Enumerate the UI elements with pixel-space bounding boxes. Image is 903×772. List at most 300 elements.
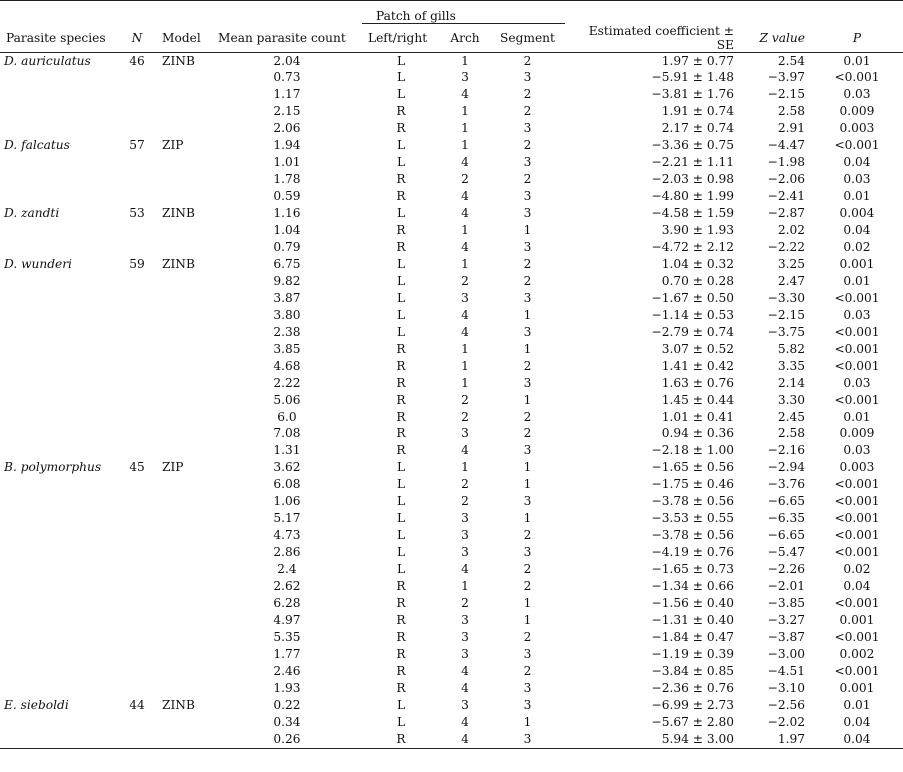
p-value-cell: 0.03 [843,307,871,322]
model-cell [156,273,212,290]
side-cell: L [396,494,406,509]
table-row [0,358,903,375]
z-value-cell: −3.76 [767,477,805,492]
n-cell [118,612,156,629]
p-value-cell: 0.01 [843,409,871,424]
table-row [0,510,903,527]
estimate-cell: −3.36 ± 0.75 [651,138,734,153]
mean-count-cell: 3.80 [273,307,301,322]
estimate-cell: −5.91 ± 1.48 [651,70,734,85]
species-cell: D. falcatus [4,138,70,153]
n-cell [118,341,156,358]
col-header-z: Z value [740,24,811,53]
model-cell [156,120,212,137]
mean-count-cell: 2.46 [273,663,301,678]
mean-count-cell: 1.06 [273,494,301,509]
species-cell [0,493,118,510]
n-cell [118,307,156,324]
side-cell: L [396,87,406,102]
model-cell [156,629,212,646]
n-cell [118,239,156,256]
table-row [0,595,903,612]
model-cell [156,731,212,748]
estimate-cell: −4.80 ± 1.99 [651,189,734,204]
species-cell [0,510,118,527]
p-value-cell: 0.01 [843,189,871,204]
model-cell [156,612,212,629]
model-cell: ZIP [162,460,184,475]
species-cell [0,680,118,697]
species-cell [0,358,118,375]
segment-cell: 2 [523,138,532,153]
estimate-cell: 1.41 ± 0.42 [661,358,734,373]
mean-count-cell: 1.04 [273,223,301,238]
side-cell: L [396,53,406,68]
p-value-cell: 0.001 [839,612,875,627]
z-value-cell: −2.26 [767,562,805,577]
z-value-cell: −2.01 [767,579,805,594]
estimate-cell: −1.34 ± 0.66 [651,579,734,594]
side-cell: R [396,172,406,187]
table-row [0,341,903,358]
model-cell [156,222,212,239]
p-value-cell: 0.01 [843,53,871,68]
arch-cell: 1 [461,223,469,238]
species-cell [0,476,118,493]
n-cell [118,222,156,239]
p-value-cell: <0.001 [834,511,880,526]
estimate-cell: 3.07 ± 0.52 [661,341,734,356]
model-cell [156,442,212,459]
arch-cell: 1 [461,579,469,594]
table-row [0,69,903,86]
z-value-cell: −4.51 [767,663,805,678]
n-cell [118,680,156,697]
n-cell [118,103,156,120]
segment-cell: 2 [523,409,532,424]
table-row [0,256,903,273]
arch-cell: 4 [461,87,469,102]
segment-cell: 2 [523,104,532,119]
table-row [0,493,903,510]
n-cell [118,358,156,375]
side-cell: L [396,290,406,305]
segment-cell: 3 [523,324,532,339]
table-row [0,154,903,171]
segment-cell: 2 [523,256,532,271]
segment-cell: 3 [523,375,532,390]
z-value-cell: 2.54 [777,53,805,68]
estimate-cell: 1.63 ± 0.76 [661,375,734,390]
side-cell: R [396,680,406,695]
side-cell: L [396,562,406,577]
model-cell [156,69,212,86]
table-header [0,1,903,53]
z-value-cell: 3.35 [777,358,805,373]
side-cell: R [396,121,406,136]
species-cell [0,629,118,646]
z-value-cell: −2.02 [767,714,805,729]
table-row [0,409,903,426]
table-row [0,222,903,239]
n-cell [118,86,156,103]
estimate-cell: 0.94 ± 0.36 [661,426,734,441]
z-value-cell: −2.15 [767,307,805,322]
z-value-cell: 2.47 [777,273,805,288]
model-cell [156,171,212,188]
model-cell: ZINB [162,256,195,271]
estimate-cell: 1.91 ± 0.74 [661,104,734,119]
model-cell [156,663,212,680]
z-value-cell: 3.30 [777,392,805,407]
estimate-cell: 5.94 ± 3.00 [565,731,740,748]
z-value-cell: −3.00 [767,646,805,661]
n-cell: 46 [129,53,145,68]
z-value-cell: −2.41 [767,189,805,204]
mean-count-cell: 1.77 [273,646,301,661]
mean-count-cell: 2.04 [273,53,301,68]
n-cell [118,578,156,595]
species-cell [0,392,118,409]
side-cell: R [396,375,406,390]
side-cell: L [396,138,406,153]
segment-cell: 2 [523,87,532,102]
estimate-cell: 2.17 ± 0.74 [661,121,734,136]
p-value-cell: 0.02 [843,562,871,577]
segment-cell: 1 [523,223,532,238]
segment-cell: 3 [490,731,565,748]
arch-cell: 4 [440,731,490,748]
model-cell [156,239,212,256]
p-value-cell: <0.001 [834,324,880,339]
arch-cell: 4 [461,189,469,204]
segment-cell: 3 [523,680,532,695]
mean-count-cell: 1.01 [273,155,301,170]
estimate-cell: −3.81 ± 1.76 [651,87,734,102]
mean-count-cell: 2.86 [273,545,301,560]
table-row [0,578,903,595]
side-cell: R [362,731,440,748]
species-cell: D. zandti [4,206,60,221]
model-cell [156,493,212,510]
segment-cell: 2 [523,562,532,577]
z-value-cell: −6.65 [767,494,805,509]
species-cell [0,188,118,205]
segment-cell: 3 [523,121,532,136]
p-value-cell: <0.001 [834,629,880,644]
arch-cell: 4 [461,663,469,678]
table-row [0,442,903,459]
table-row [0,307,903,324]
arch-cell: 3 [461,290,469,305]
z-value-cell: −3.97 [767,70,805,85]
z-value-cell: −3.75 [767,324,805,339]
model-cell [156,680,212,697]
species-cell [0,222,118,239]
p-value-cell: 0.003 [839,460,875,475]
table-row [0,120,903,137]
segment-cell: 2 [523,663,532,678]
table-row [0,188,903,205]
arch-cell: 3 [461,545,469,560]
side-cell: R [396,579,406,594]
table-row [0,714,903,731]
arch-cell: 4 [461,562,469,577]
p-value-cell: <0.001 [834,392,880,407]
p-value-cell: 0.04 [843,579,871,594]
mean-count-cell: 4.97 [273,612,301,627]
arch-cell: 1 [461,138,469,153]
estimate-cell: 1.45 ± 0.44 [661,392,734,407]
z-value-cell: 2.91 [777,121,805,136]
n-cell [118,442,156,459]
p-value-cell: <0.001 [834,70,880,85]
col-header-model: Model [156,24,212,53]
z-value-cell: −3.85 [767,596,805,610]
n-cell [118,69,156,86]
mean-count-cell: 4.73 [273,528,301,543]
col-header-left-right: Left/right [362,24,440,53]
side-cell: L [396,460,406,475]
side-cell: L [396,528,406,543]
side-cell: L [396,273,406,288]
model-cell: ZINB [162,53,195,68]
mean-count-cell: 1.17 [273,87,301,102]
species-cell [0,120,118,137]
side-cell: L [396,477,406,492]
table-row [0,459,903,476]
model-cell [156,154,212,171]
species-cell [0,324,118,341]
p-value-cell: 0.04 [843,223,871,238]
side-cell: R [396,629,406,644]
side-cell: R [396,663,406,678]
side-cell: L [396,324,406,339]
model-cell [156,307,212,324]
arch-cell: 4 [461,443,469,458]
n-cell [118,663,156,680]
p-value-cell: 0.001 [839,680,875,695]
table-row [0,544,903,561]
side-cell: R [396,189,406,204]
species-cell [0,442,118,459]
arch-cell: 2 [461,273,469,288]
model-cell [156,578,212,595]
arch-cell: 3 [461,646,469,661]
segment-cell: 3 [523,646,532,661]
mean-count-cell: 1.16 [273,206,301,221]
side-cell: L [396,697,406,712]
species-cell: E. sieboldi [4,697,69,712]
z-value-cell: −4.47 [767,138,805,153]
segment-cell: 1 [523,307,532,322]
segment-cell: 2 [523,273,532,288]
mean-count-cell: 6.75 [273,256,301,271]
table-row [0,103,903,120]
species-cell [0,375,118,392]
col-header-p: P [811,24,903,53]
arch-cell: 1 [461,256,469,271]
estimate-cell: 0.70 ± 0.28 [661,273,734,288]
species-cell [0,69,118,86]
segment-cell: 2 [523,579,532,594]
segment-cell: 3 [523,697,532,712]
segment-cell: 2 [523,358,532,373]
arch-cell: 1 [461,358,469,373]
species-cell [0,612,118,629]
table-row [0,527,903,544]
estimate-cell: −1.19 ± 0.39 [651,646,734,661]
n-cell: 57 [129,138,145,153]
p-value-cell: <0.001 [834,138,880,153]
z-value-cell: −6.65 [767,528,805,543]
model-cell [156,86,212,103]
arch-cell: 4 [461,714,469,729]
species-cell [0,273,118,290]
species-cell: D. auriculatus [4,53,91,68]
estimate-cell: −3.78 ± 0.56 [651,528,734,543]
side-cell: R [396,392,406,407]
segment-cell: 1 [523,612,532,627]
side-cell: R [396,409,406,424]
model-cell [156,425,212,442]
side-cell: L [396,511,406,526]
arch-cell: 4 [461,680,469,695]
p-value-cell: <0.001 [834,341,880,356]
table-row [0,561,903,578]
estimate-cell: −4.58 ± 1.59 [651,206,734,221]
z-value-cell: −5.47 [767,545,805,560]
table-row [0,205,903,222]
table-row [0,731,903,748]
mean-count-cell: 6.0 [277,409,297,424]
table-row [0,137,903,154]
estimate-cell: −2.79 ± 0.74 [651,324,734,339]
table-row [0,697,903,714]
model-cell [156,324,212,341]
model-cell [156,290,212,307]
arch-cell: 4 [461,239,469,254]
side-cell: R [396,341,406,356]
table-row [0,86,903,103]
segment-cell: 2 [523,528,532,543]
arch-cell: 2 [461,172,469,187]
p-value-cell: 0.01 [843,273,871,288]
species-cell [0,154,118,171]
n-cell [118,731,156,748]
mean-count-cell: 0.73 [273,70,301,85]
estimate-cell: −4.19 ± 0.76 [651,545,734,560]
mean-count-cell: 0.59 [273,189,301,204]
table-row [0,375,903,392]
side-cell: L [396,256,406,271]
segment-cell: 2 [523,426,532,441]
table-row [0,171,903,188]
n-cell [118,510,156,527]
mean-count-cell: 1.78 [273,172,301,187]
segment-cell: 1 [523,392,532,407]
z-value-cell: −2.15 [767,87,805,102]
species-cell [0,239,118,256]
p-value-cell: <0.001 [834,663,880,678]
z-value-cell: −3.27 [767,612,805,627]
segment-cell: 3 [523,443,532,458]
model-cell [156,595,212,612]
side-cell: L [396,545,406,560]
estimate-cell: −1.65 ± 0.73 [651,562,734,577]
p-value-cell: 0.04 [811,731,903,748]
segment-cell: 3 [523,70,532,85]
species-cell [0,663,118,680]
arch-cell: 4 [461,155,469,170]
n-cell [118,171,156,188]
model-cell [156,409,212,426]
species-cell [0,103,118,120]
p-value-cell: 0.01 [843,697,871,712]
estimate-cell: −6.99 ± 2.73 [651,697,734,712]
arch-cell: 2 [461,477,469,492]
side-cell: R [396,596,406,610]
side-cell: L [396,714,406,729]
col-header-arch: Arch [440,24,490,53]
table-row [0,273,903,290]
p-value-cell: <0.001 [834,596,880,610]
p-value-cell: <0.001 [834,528,880,543]
side-cell: R [396,426,406,441]
z-value-cell: −1.98 [767,155,805,170]
segment-cell: 2 [523,172,532,187]
species-cell [0,86,118,103]
mean-count-cell: 2.06 [273,121,301,136]
segment-cell: 1 [523,714,532,729]
n-cell [118,409,156,426]
species-cell [0,578,118,595]
estimate-cell: −1.65 ± 0.56 [651,460,734,475]
species-cell [0,731,118,748]
mean-count-cell: 1.93 [273,680,301,695]
estimate-cell: 1.97 ± 0.77 [661,53,734,68]
mean-count-cell: 5.35 [273,629,301,644]
p-value-cell: <0.001 [834,545,880,560]
estimate-cell: −2.03 ± 0.98 [651,172,734,187]
arch-cell: 1 [461,104,469,119]
arch-cell: 3 [461,70,469,85]
n-cell: 59 [129,256,145,271]
n-cell: 53 [129,206,145,221]
side-cell: R [396,612,406,627]
n-cell: 44 [129,697,145,712]
estimate-cell: −4.72 ± 2.12 [651,239,734,254]
model-cell [156,476,212,493]
z-value-cell: 3.25 [777,256,805,271]
table-row [0,680,903,697]
species-cell: B. polymorphus [4,460,102,475]
p-value-cell: 0.004 [839,206,875,221]
species-cell [0,307,118,324]
estimate-cell: −1.84 ± 0.47 [651,629,734,644]
species-cell [0,714,118,731]
mean-count-cell: 0.26 [212,731,362,748]
z-value-cell: −3.87 [767,629,805,644]
p-value-cell: <0.001 [834,290,880,305]
side-cell: L [396,70,406,85]
z-value-cell: −2.56 [767,697,805,712]
side-cell: L [396,155,406,170]
n-cell [118,476,156,493]
p-value-cell: 0.001 [839,256,875,271]
z-value-cell: 2.45 [777,409,805,424]
table-row [0,239,903,256]
